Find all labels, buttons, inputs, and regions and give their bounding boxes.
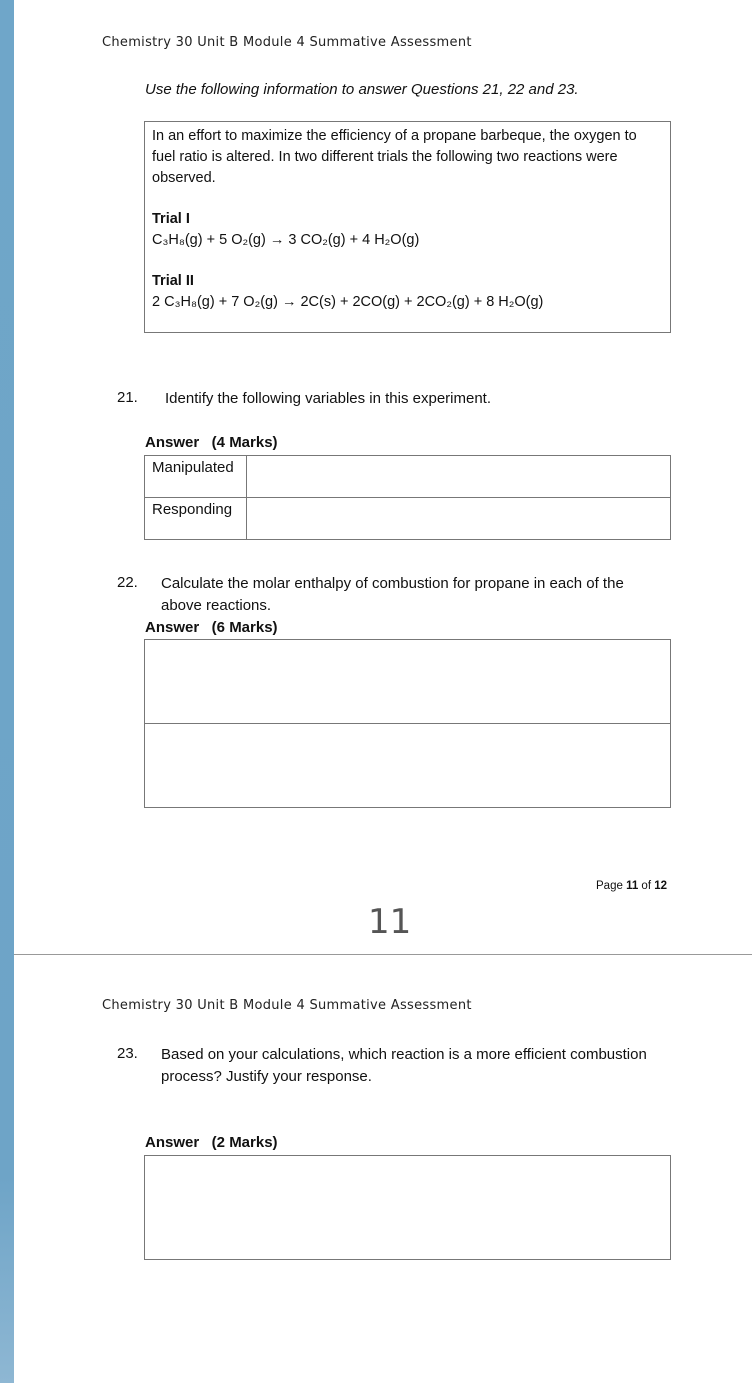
question-23-answer-box[interactable] — [144, 1155, 671, 1260]
page-footer-current: 11 — [626, 880, 639, 892]
question-23-number: 23. — [117, 1045, 138, 1062]
page-divider — [14, 954, 752, 955]
info-paragraph: In an effort to maximize the efficiency of a propane barbeque, the oxygen to fuel ratio is altered. In two different trials the following two reactions were observed. — [152, 128, 637, 186]
trial2-label: Trial II — [152, 273, 194, 289]
trial1-label: Trial I — [152, 211, 190, 227]
manipulated-label: Manipulated — [152, 459, 234, 476]
info-box — [144, 121, 671, 333]
responding-answer-cell[interactable] — [247, 498, 670, 539]
page-footer-of: of — [638, 880, 655, 892]
question-22-number: 22. — [117, 574, 138, 591]
page-header-2: Chemistry 30 Unit B Module 4 Summative Assessment — [102, 998, 472, 1013]
question-22-answer-label: Answer (6 Marks) — [145, 619, 278, 636]
question-21-number: 21. — [117, 389, 138, 406]
left-accent-bar — [0, 0, 14, 1383]
question-22-text: Calculate the molar enthalpy of combustion for propane in each of the above reactions. — [161, 575, 624, 614]
question-21-answer-label: Answer (4 Marks) — [145, 434, 278, 451]
question-21-answer-table — [144, 455, 671, 540]
page-footer — [596, 880, 667, 892]
question-21-text: Identify the following variables in this experiment. — [165, 390, 492, 407]
page-footer-total: 12 — [654, 880, 668, 892]
trial2-equation: 2 C₃H₈(g) + 7 O₂(g) → 2C(s) + 2CO(g) + 2CO₂(g) + 8 H₂O(g) — [152, 294, 544, 310]
responding-label: Responding — [152, 501, 233, 518]
manipulated-answer-cell[interactable] — [247, 456, 670, 498]
question-23-answer-label: Answer (2 Marks) — [145, 1134, 278, 1151]
manipulated-label-cell — [145, 456, 247, 498]
page-footer-prefix: Page — [596, 880, 627, 892]
page-number-large: 11 — [368, 902, 412, 942]
trial1-equation: C₃H₈(g) + 5 O₂(g) → 3 CO₂(g) + 4 H₂O(g) — [152, 232, 420, 248]
question-22-answer-box — [144, 639, 671, 808]
question-23-text: Based on your calculations, which reaction is a more efficient combustion process? Justify your response. — [161, 1046, 647, 1085]
question-22-answer-area-trial1[interactable] — [145, 640, 670, 724]
responding-label-cell — [145, 498, 247, 539]
question-22-answer-area-trial2[interactable] — [145, 724, 670, 807]
page-header: Chemistry 30 Unit B Module 4 Summative Assessment — [102, 35, 472, 50]
intro-instruction: Use the following information to answer Questions 21, 22 and 23. — [145, 81, 579, 98]
